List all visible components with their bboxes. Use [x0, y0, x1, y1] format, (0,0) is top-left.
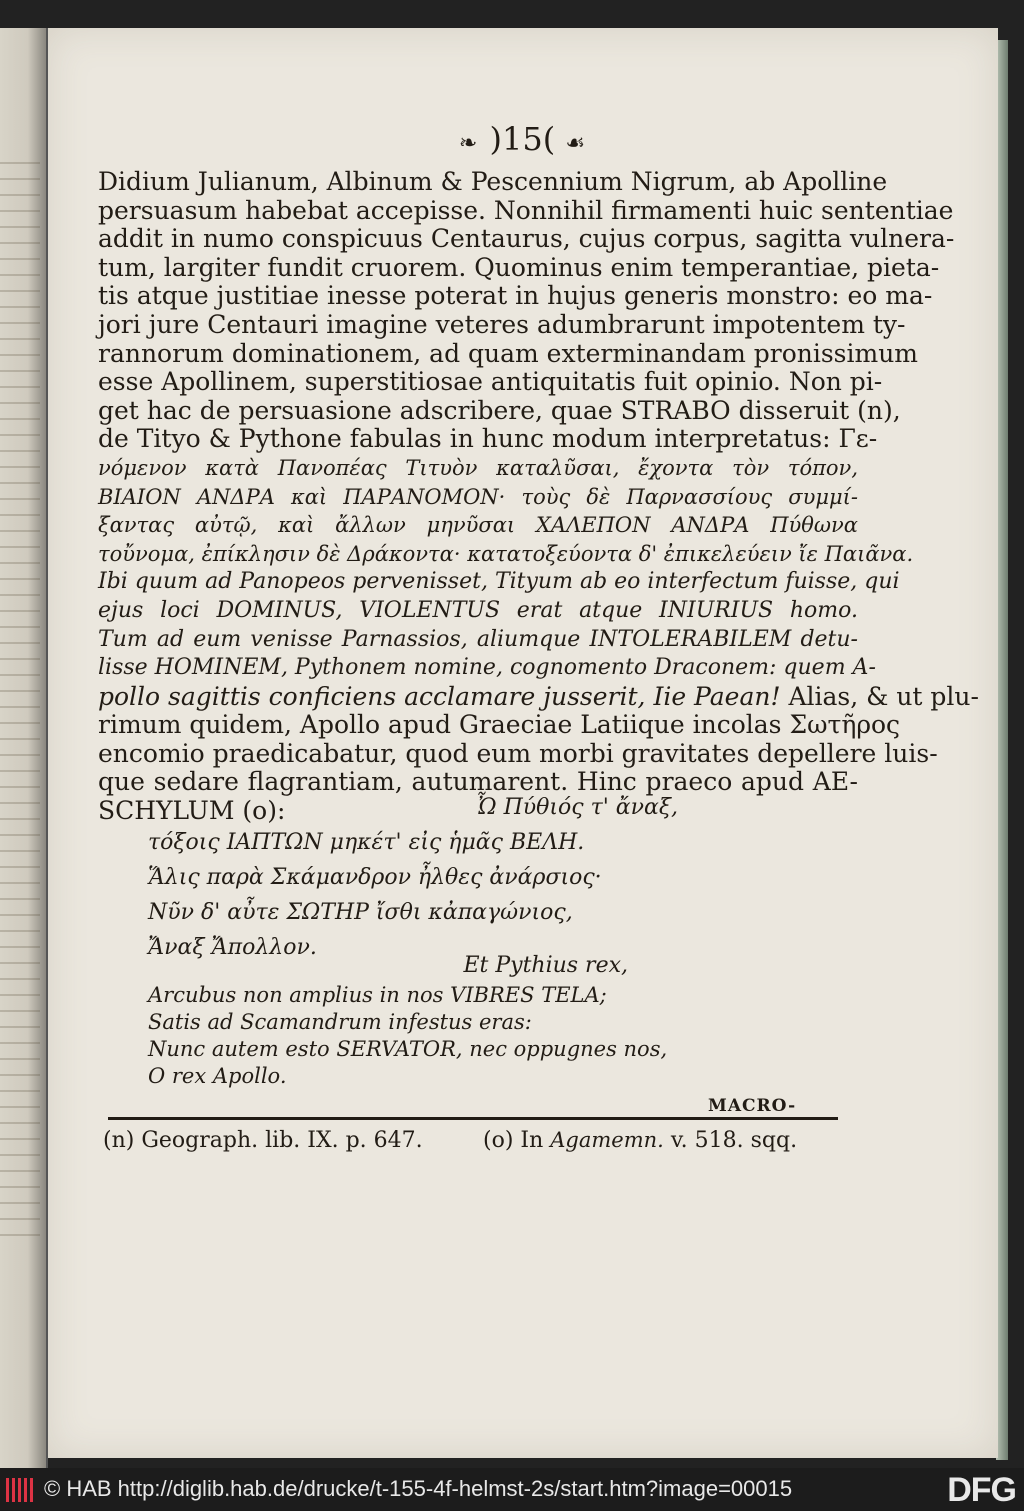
- latin-translation-line: ejus loci DOMINUS, VIOLENTUS erat atque INIURIUS homo.: [98, 597, 858, 623]
- body-line: persuasum habebat accepisse. Nonnihil firmamenti huic sententiae: [98, 195, 954, 225]
- footnote-o-suffix: v. 518. sqq.: [663, 1128, 798, 1153]
- greek-quote-line: τοὔνομα, ἐπίκλησιν δὲ Δράκοντα· κατατοξεύοντα δ' ἐπικελεύειν ἴε Παιᾶνα.: [98, 541, 914, 566]
- verse-line: Ἅλις παρὰ Σκάμανδρον ἦλθες ἀνάρσιος·: [148, 865, 602, 890]
- verse-line: Arcubus non amplius in nos VIBRES TELA;: [148, 983, 607, 1007]
- footnote-o-title: Agamemn.: [550, 1128, 664, 1152]
- verse-line: Nunc autem esto SERVATOR, nec oppugnes nos,: [148, 1037, 668, 1061]
- hab-logo-icon: [6, 1478, 36, 1502]
- verse-line: Et Pythius rex,: [463, 953, 628, 978]
- facing-page-text-edge: [0, 148, 40, 1248]
- greek-quote-line: ξαντας αὐτῷ, καὶ ἄλλων μηνῦσαι ΧΑΛΕΠΟΝ ΑΝΔΡΑ Πύθωνα: [98, 513, 858, 538]
- latin-translation-line: pollo sagittis conficiens acclamare jusserit, Iie Paean!: [98, 681, 781, 711]
- body-line: SCHYLUM (o):: [98, 796, 286, 826]
- catchword: MACRO-: [708, 1096, 797, 1116]
- greek-quote-line: ΒΙΑΙΟΝ ΑΝΔΡΑ καὶ ΠΑΡΑΝΟΜΟΝ· τοὺς δὲ Παρνασσίους συμμί-: [98, 484, 858, 509]
- ornament-left-icon: ❧: [458, 131, 480, 156]
- mixed-line: [98, 681, 979, 712]
- body-line: rimum quidem, Apollo apud Graeciae Latiique incolas Σωτῆρος: [98, 710, 901, 740]
- greek-quote-line: νόμενον κατὰ Πανοπέας Τιτυὸν καταλῦσαι, ἔχοντα τὸν τόπον,: [98, 455, 858, 480]
- verse-line: τόξοις ΙΑΠΤΩΝ μηκέτ' εἰς ἡμᾶς ΒΕΛΗ.: [148, 830, 585, 855]
- running-head: [48, 120, 998, 158]
- body-line: jori jure Centauri imagine veteres adumbrarunt impotentem ty-: [98, 309, 906, 339]
- latin-translation-line: Tum ad eum venisse Parnassios, aliumque INTOLERABILEM detu-: [98, 626, 858, 652]
- latin-translation-line: lisse HOMINEM, Pythonem nomine, cognomento Draconem: quem A-: [98, 655, 876, 681]
- body-line: tis atque justitiae inesse poterat in hujus generis monstro: eo ma-: [98, 281, 933, 311]
- verse-line: Ὦ Πύθιός τ' ἄναξ,: [475, 795, 678, 820]
- footnote-rule: [108, 1117, 838, 1120]
- body-line: get hac de persuasione adscribere, quae STRABO disseruit (n),: [98, 395, 901, 425]
- page-number: )15(: [489, 120, 556, 158]
- footnote-n: (n) Geograph. lib. IX. p. 647.: [103, 1128, 423, 1153]
- facing-page-edge: [0, 28, 48, 1468]
- body-line: addit in numo conspicuus Centaurus, cujus corpus, sagitta vulnera-: [98, 224, 955, 254]
- body-line: que sedare flagrantiam, autumarent. Hinc praeco apud AE-: [98, 767, 858, 797]
- viewer-footer: [0, 1468, 1024, 1511]
- latin-translation-line: Ibi quum ad Panopeos pervenisset, Tityum ab eo interfectum fuisse, qui: [98, 569, 900, 595]
- body-line: rannorum dominationem, ad quam exterminandam pronissimum: [98, 338, 919, 368]
- verse-line: Ἄναξ Ἄπολλον.: [148, 935, 317, 960]
- body-line: Didium Julianum, Albinum & Pescennium Nigrum, ab Apolline: [98, 167, 888, 196]
- copyright-link[interactable]: © HAB http://diglib.hab.de/drucke/t-155-4f-helmst-2s/start.htm?image=00015: [44, 1476, 793, 1501]
- verse-line: O rex Apollo.: [148, 1064, 287, 1088]
- footnote-o: [483, 1128, 797, 1153]
- latin-verse: [148, 950, 848, 1090]
- body-line: Alias, & ut plu-: [780, 681, 979, 711]
- body-line: tum, largiter fundit cruorem. Quominus enim temperantiae, pieta-: [98, 252, 940, 282]
- verse-line: Νῦν δ' αὖτε ΣΩΤΗΡ ἴσθι κἀπαγώνιος,: [148, 900, 573, 925]
- book-page: [48, 28, 998, 1458]
- dfg-logo: DFG: [947, 1471, 1016, 1509]
- ornament-right-icon: ☙: [565, 131, 588, 156]
- footnote-o-prefix: (o) In: [483, 1128, 551, 1153]
- greek-verse: [148, 790, 848, 965]
- body-text: [98, 167, 979, 826]
- verse-line: Satis ad Scamandrum infestus eras:: [148, 1010, 532, 1034]
- body-line: esse Apollinem, superstitiosae antiquitatis fuit opinio. Non pi-: [98, 367, 883, 397]
- body-line: encomio praedicabatur, quod eum morbi gravitates depellere luis-: [98, 738, 938, 768]
- body-line: de Tityo & Pythone fabulas in hunc modum interpretatus: Γε-: [98, 424, 878, 454]
